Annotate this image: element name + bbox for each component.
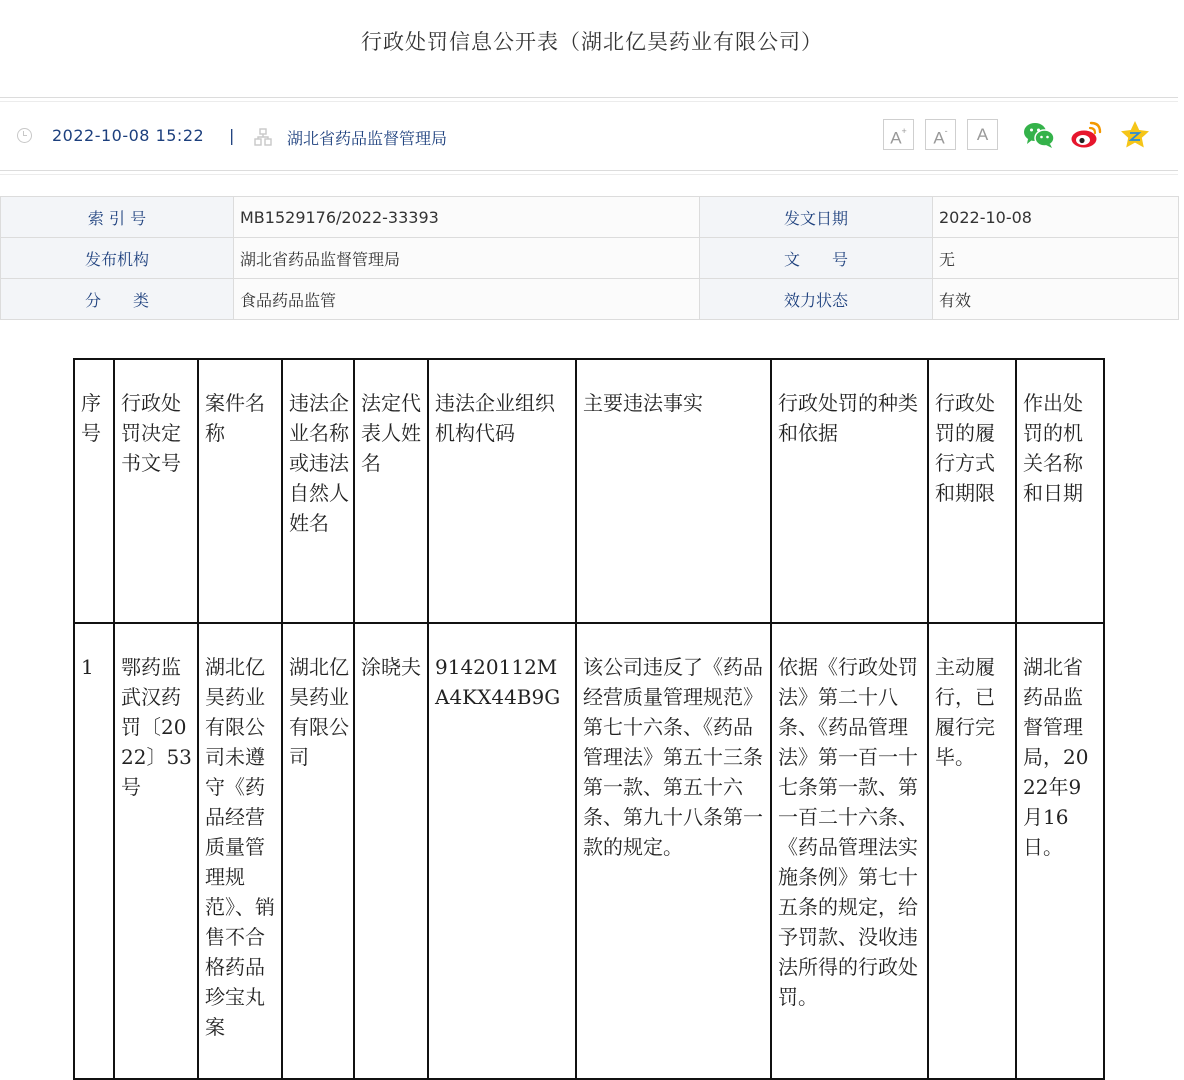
page-title: 行政处罚信息公开表（湖北亿昊药业有限公司） — [361, 30, 823, 54]
divider — [0, 174, 1178, 175]
divider — [0, 170, 1178, 171]
header-cell: 法定代表人姓名 — [354, 359, 428, 623]
meta-bar — [0, 102, 1184, 170]
font-smaller-label: A — [933, 128, 945, 148]
publish-datetime: 2022-10-08 15:22 — [52, 126, 205, 145]
table-header-row — [74, 359, 1104, 623]
clock-icon — [17, 128, 32, 143]
table-cell: 该公司违反了《药品经营质量管理规范》第七十六条、《药品管理法》第五十三条第一款、第五十六条、第九十八条第一款的规定。 — [576, 623, 771, 1079]
status-value: 有效 — [933, 279, 1179, 320]
header-cell: 违法企业名称或违法自然人姓名 — [282, 359, 354, 623]
font-default-label: A — [976, 125, 989, 144]
date-label: 发文日期 — [700, 197, 933, 238]
table-cell: 涂晓夫 — [354, 623, 428, 1079]
header-cell: 作出处罚的机关名称和日期 — [1016, 359, 1104, 623]
table-cell: 湖北亿昊药业有限公司未遵守《药品经营质量管理规范》、销售不合格药品珍宝丸案 — [198, 623, 282, 1079]
document-info-table — [0, 196, 1179, 320]
category-label: 分 类 — [1, 279, 234, 320]
issuer-value: 湖北省药品监督管理局 — [234, 238, 700, 279]
font-larger-button[interactable]: A+ — [883, 119, 914, 150]
issuer-label: 发布机构 — [1, 238, 234, 279]
weibo-icon[interactable] — [1069, 118, 1103, 152]
divider — [0, 97, 1178, 98]
table-cell: 依据《行政处罚法》第二十八条、《药品管理法》第一百一十七条第一款、第一百二十六条、《药品管理法实施条例》第七十五条的规定，给予罚款、没收违法所得的行政处罚。 — [771, 623, 928, 1079]
docno-label: 文 号 — [700, 238, 933, 279]
category-value: 食品药品监管 — [234, 279, 700, 320]
header-cell: 序号 — [74, 359, 114, 623]
qzone-icon[interactable] — [1118, 118, 1152, 152]
font-smaller-button[interactable]: A- — [925, 119, 956, 150]
header-cell: 行政处罚的种类和依据 — [771, 359, 928, 623]
table-row — [74, 623, 1104, 1079]
info-row — [1, 197, 1179, 238]
font-larger-label: A — [890, 128, 902, 148]
penalty-table — [73, 358, 1105, 1080]
index-label: 索 引 号 — [1, 197, 234, 238]
wechat-icon[interactable] — [1022, 118, 1056, 152]
table-cell: 鄂药监武汉药罚〔2022〕53号 — [114, 623, 198, 1079]
header-cell: 行政处罚决定书文号 — [114, 359, 198, 623]
table-cell: 湖北省药品监督管理局，2022年9月16日。 — [1016, 623, 1104, 1079]
font-default-button[interactable] — [967, 119, 998, 150]
table-cell: 主动履行，已履行完毕。 — [928, 623, 1016, 1079]
meta-separator: | — [229, 126, 235, 145]
org-icon — [254, 128, 272, 146]
docno-value: 无 — [933, 238, 1179, 279]
info-row — [1, 238, 1179, 279]
table-cell: 1 — [74, 623, 114, 1079]
table-cell: 湖北亿昊药业有限公司 — [282, 623, 354, 1079]
header-cell: 违法企业组织机构代码 — [428, 359, 576, 623]
table-cell: 91420112MA4KX44B9G — [428, 623, 576, 1079]
source-link[interactable]: 湖北省药品监督管理局 — [287, 129, 448, 148]
date-value: 2022-10-08 — [933, 197, 1179, 238]
status-label: 效力状态 — [700, 279, 933, 320]
header-cell: 行政处罚的履行方式和期限 — [928, 359, 1016, 623]
index-value: MB1529176/2022-33393 — [234, 197, 700, 238]
header-cell: 主要违法事实 — [576, 359, 771, 623]
info-row — [1, 279, 1179, 320]
header-cell: 案件名称 — [198, 359, 282, 623]
